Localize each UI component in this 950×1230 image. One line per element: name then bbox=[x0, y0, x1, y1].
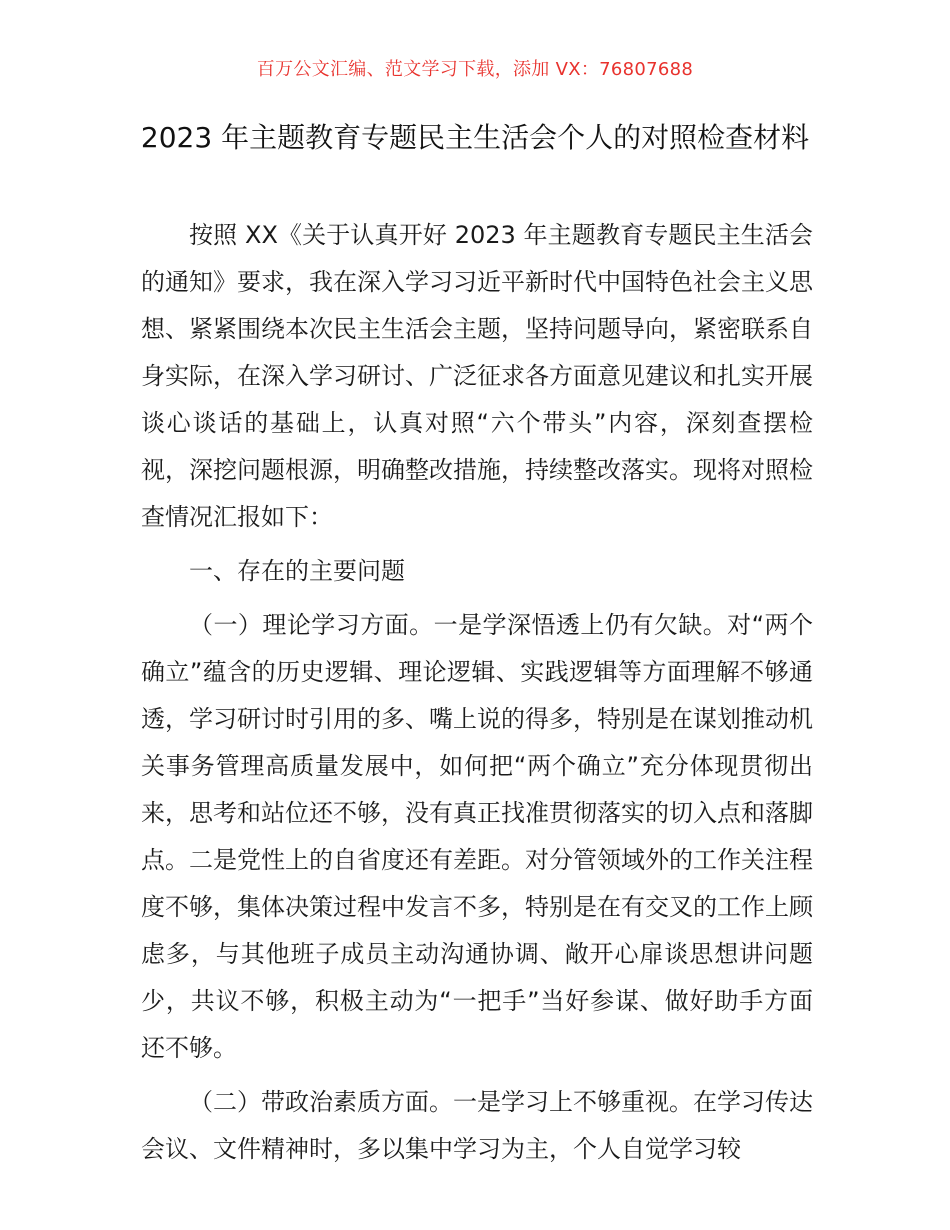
section-heading: 一、存在的主要问题 bbox=[189, 557, 405, 585]
document-body bbox=[141, 212, 813, 1173]
intro-paragraph: 按照 XX《关于认真开好 2023 年主题教育专题民主生活会的通知》要求，我在深入学习习近平新时代中国特色社会主义思想、紧紧围绕本次民主生活会主题，坚持问题导向，紧密联系自身实际，在深入学习研讨、广泛征求各方面意见建议和扎实开展谈心谈话的基础上，认真对照“六个带头”内容，深刻查摆检视，深挖问题根源，明确整改措施，持续整改落实。现将对照检查情况汇报如下： bbox=[141, 221, 813, 531]
theory-study-paragraph: （一）理论学习方面。一是学深悟透上仍有欠缺。对“两个确立”蕴含的历史逻辑、理论逻辑、实践逻辑等方面理解不够通透，学习研讨时引用的多、嘴上说的得多，特别是在谋划推动机关事务管理高质量发展中，如何把“两个确立”充分体现贯彻出来，思考和站位还不够，没有真正找准贯彻落实的切入点和落脚点。二是党性上的自省度还有差距。对分管领域外的工作关注程度不够，集体决策过程中发言不多，特别是在有交叉的工作上顾虑多，与其他班子成员主动沟通协调、敞开心扉谈思想讲问题少，共议不够，积极主动为“一把手”当好参谋、做好助手方面还不够。 bbox=[141, 611, 813, 1062]
watermark-banner: 百万公文汇编、范文学习下载，添加 VX：76807688 bbox=[256, 59, 694, 80]
document-title: 2023 年主题教育专题民主生活会个人的对照检查材料 bbox=[140, 121, 810, 154]
political-quality-paragraph: （二）带政治素质方面。一是学习上不够重视。在学习传达会议、文件精神时，多以集中学习为主，个人自觉学习较 bbox=[141, 1088, 813, 1163]
